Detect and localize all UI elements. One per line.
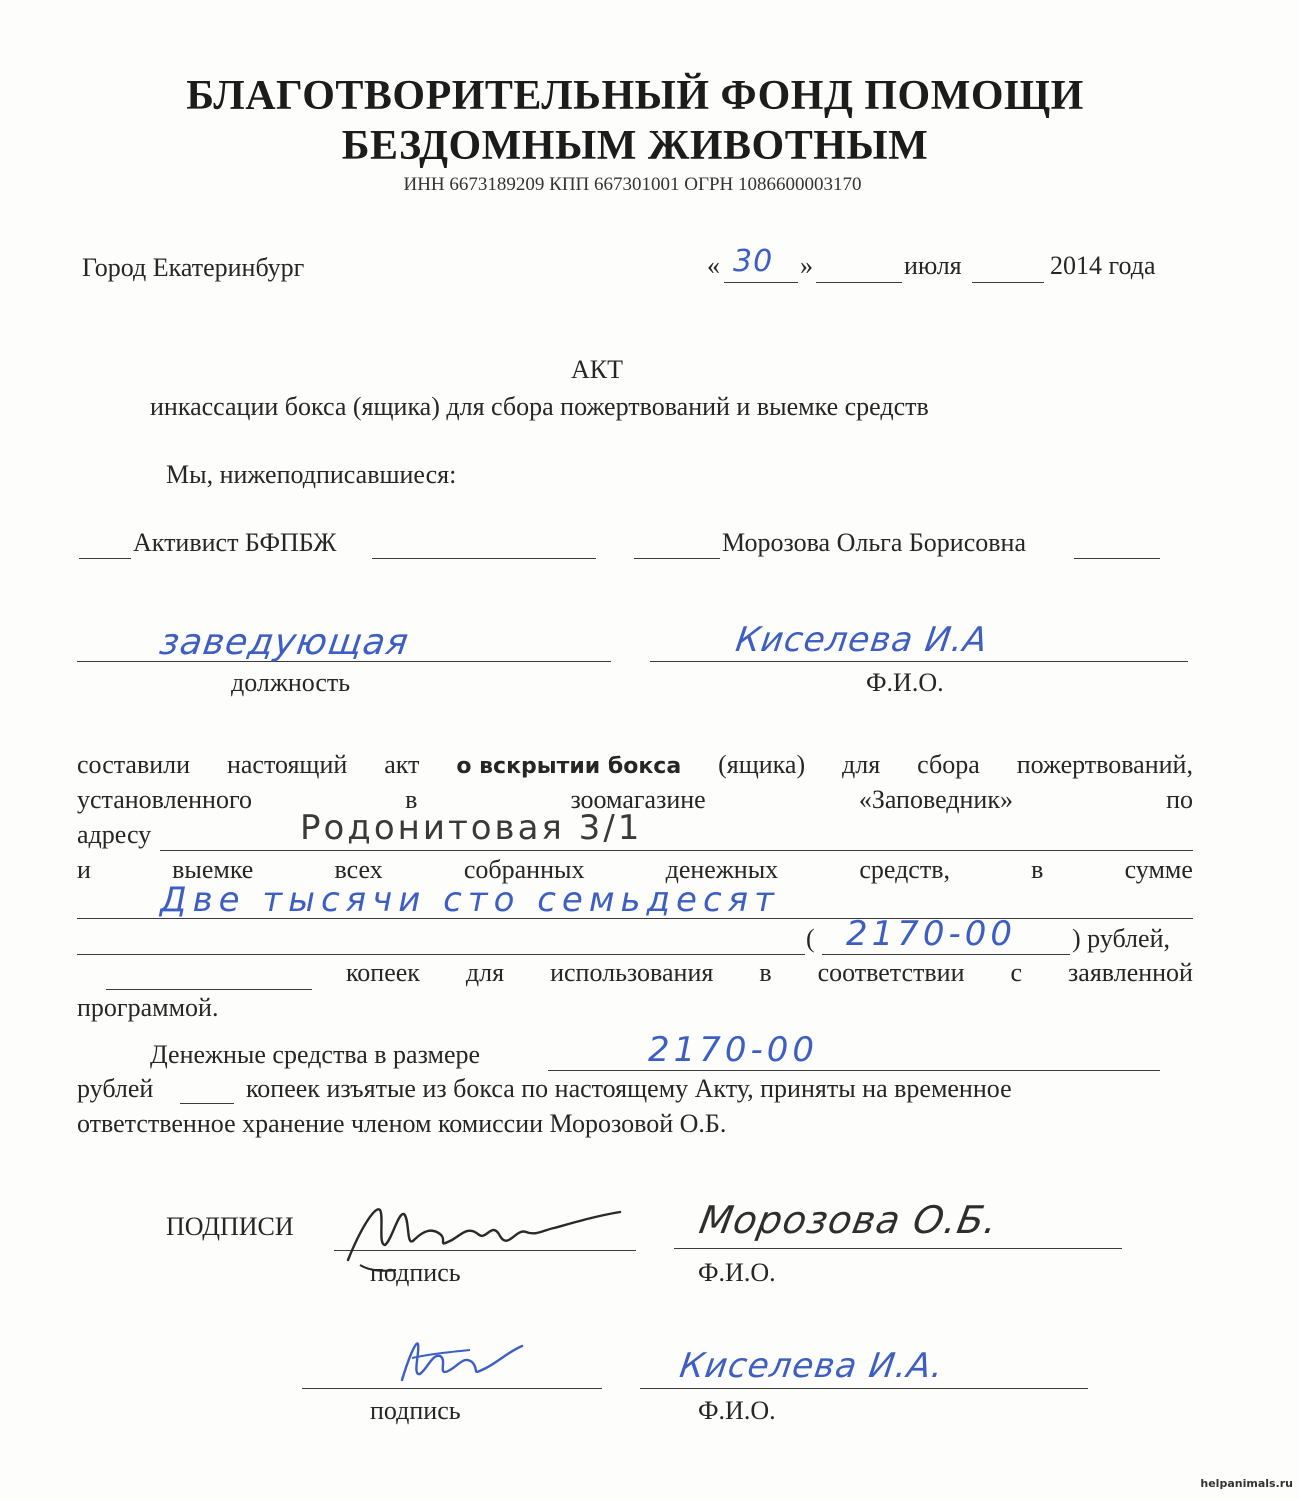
word: сбора (917, 750, 980, 779)
org-requisites: ИНН 6673189209 КПП 667301001 ОГРН 1086600003170 (403, 174, 862, 195)
signature-graphic-2 (390, 1330, 530, 1390)
word: установленного (77, 785, 252, 814)
sign1-caption: подпись (370, 1258, 461, 1287)
sign2-caption: подпись (370, 1396, 461, 1425)
fio-underline (650, 661, 1188, 662)
word: в (405, 785, 418, 814)
word: соответствии (817, 958, 965, 987)
date-quote-open: « (707, 251, 720, 280)
position-caption: должность (231, 668, 351, 697)
fio2-underline (640, 1388, 1088, 1389)
word: средств, (859, 855, 950, 884)
fio1-underline (674, 1248, 1122, 1249)
word: денежных (665, 855, 779, 884)
word: «Заповедник» (858, 785, 1013, 814)
member-left-underline-a (79, 558, 131, 559)
member-right-underline-a (634, 558, 720, 559)
rubles-word: рублей (77, 1074, 154, 1103)
word: в (759, 958, 772, 987)
day-handwritten: 30 (733, 244, 774, 279)
word: по (1166, 785, 1193, 814)
sum-words-handwritten: Две тысячи сто семьдесят (160, 880, 780, 920)
word: всех (334, 855, 383, 884)
year: 2014 года (1050, 251, 1156, 280)
address-handwritten: Родонитовая 3/1 (300, 808, 643, 848)
sum-digits-handwritten: 2170-00 (846, 914, 1017, 954)
word: и (77, 855, 91, 884)
address-label: адресу (77, 820, 152, 849)
word: заявленной (1068, 958, 1193, 987)
bold-phrase: о вскрытии бокса (456, 754, 682, 779)
body-line-11: ответственное хранение членом комиссии Морозовой О.Б. (77, 1109, 727, 1138)
date-quote-close: » (800, 251, 813, 280)
body-line-1 (77, 750, 1193, 780)
word: собранных (463, 855, 585, 884)
word: для (842, 750, 881, 779)
watermark: helpanimals.ru (1200, 1477, 1293, 1490)
address-underline (160, 850, 1193, 851)
sum-digits-underline (822, 954, 1070, 955)
act-title: АКТ (571, 355, 623, 384)
fio1-handwritten: Морозова О.Б. (696, 1198, 1002, 1242)
paren-close-rubles: ) рублей, (1072, 924, 1170, 953)
month: июля (904, 251, 962, 280)
member-left-underline-b (372, 558, 596, 559)
word: с (1010, 958, 1023, 987)
day-underline (724, 282, 798, 283)
month-underline-left (816, 282, 902, 283)
member-right-underline-b (1074, 558, 1160, 559)
member-left: Активист БФПБЖ (133, 528, 337, 557)
city: Город Екатеринбург (82, 253, 305, 282)
intro-text: Мы, нижеподписавшиеся: (166, 460, 457, 489)
body-line-10: копеек изъятые из бокса по настоящему Акту, приняты на временное (246, 1074, 1012, 1103)
money-handwritten: 2170-00 (648, 1030, 819, 1070)
position-handwritten: заведующая (157, 622, 412, 663)
word: составили (77, 750, 191, 779)
word: выемке (172, 855, 254, 884)
word: копеек (346, 958, 420, 987)
body-line-8: программой. (77, 993, 219, 1022)
org-name-line2: БЕЗДОМНЫМ ЖИВОТНЫМ (341, 123, 929, 169)
word: пожертвований, (1016, 750, 1193, 779)
fio1-caption: Ф.И.О. (698, 1258, 776, 1287)
sum-line-underline (77, 954, 805, 955)
org-name-line1: БЛАГОТВОРИТЕЛЬНЫЙ ФОНД ПОМОЩИ (186, 73, 1084, 119)
month-underline-right (972, 282, 1044, 283)
signatures-label: ПОДПИСИ (166, 1212, 294, 1241)
fio2-handwritten: Киселева И.А. (677, 1346, 947, 1386)
word: сумме (1124, 855, 1193, 884)
word: зоомагазине (570, 785, 706, 814)
fio-caption: Ф.И.О. (866, 668, 944, 697)
word: для (465, 958, 505, 987)
fio2-caption: Ф.И.О. (698, 1396, 776, 1425)
paren-open: ( (806, 924, 815, 953)
kopecks-blank-underline (180, 1103, 234, 1104)
body-line-7 (346, 958, 1193, 988)
kopecks-underline (106, 989, 312, 990)
word: (ящика) (718, 750, 806, 779)
money-prefix: Денежные средства в размере (150, 1040, 481, 1069)
member-right: Морозова Ольга Борисовна (722, 528, 1026, 557)
act-subtitle: инкассации бокса (ящика) для сбора пожертвований и выемке средств (150, 392, 929, 421)
word: настоящий (226, 750, 348, 779)
fio-handwritten: Киселева И.А (733, 620, 991, 660)
money-underline (548, 1070, 1160, 1071)
word: в (1031, 855, 1044, 884)
word: использования (550, 958, 714, 987)
word: акт (384, 750, 420, 779)
